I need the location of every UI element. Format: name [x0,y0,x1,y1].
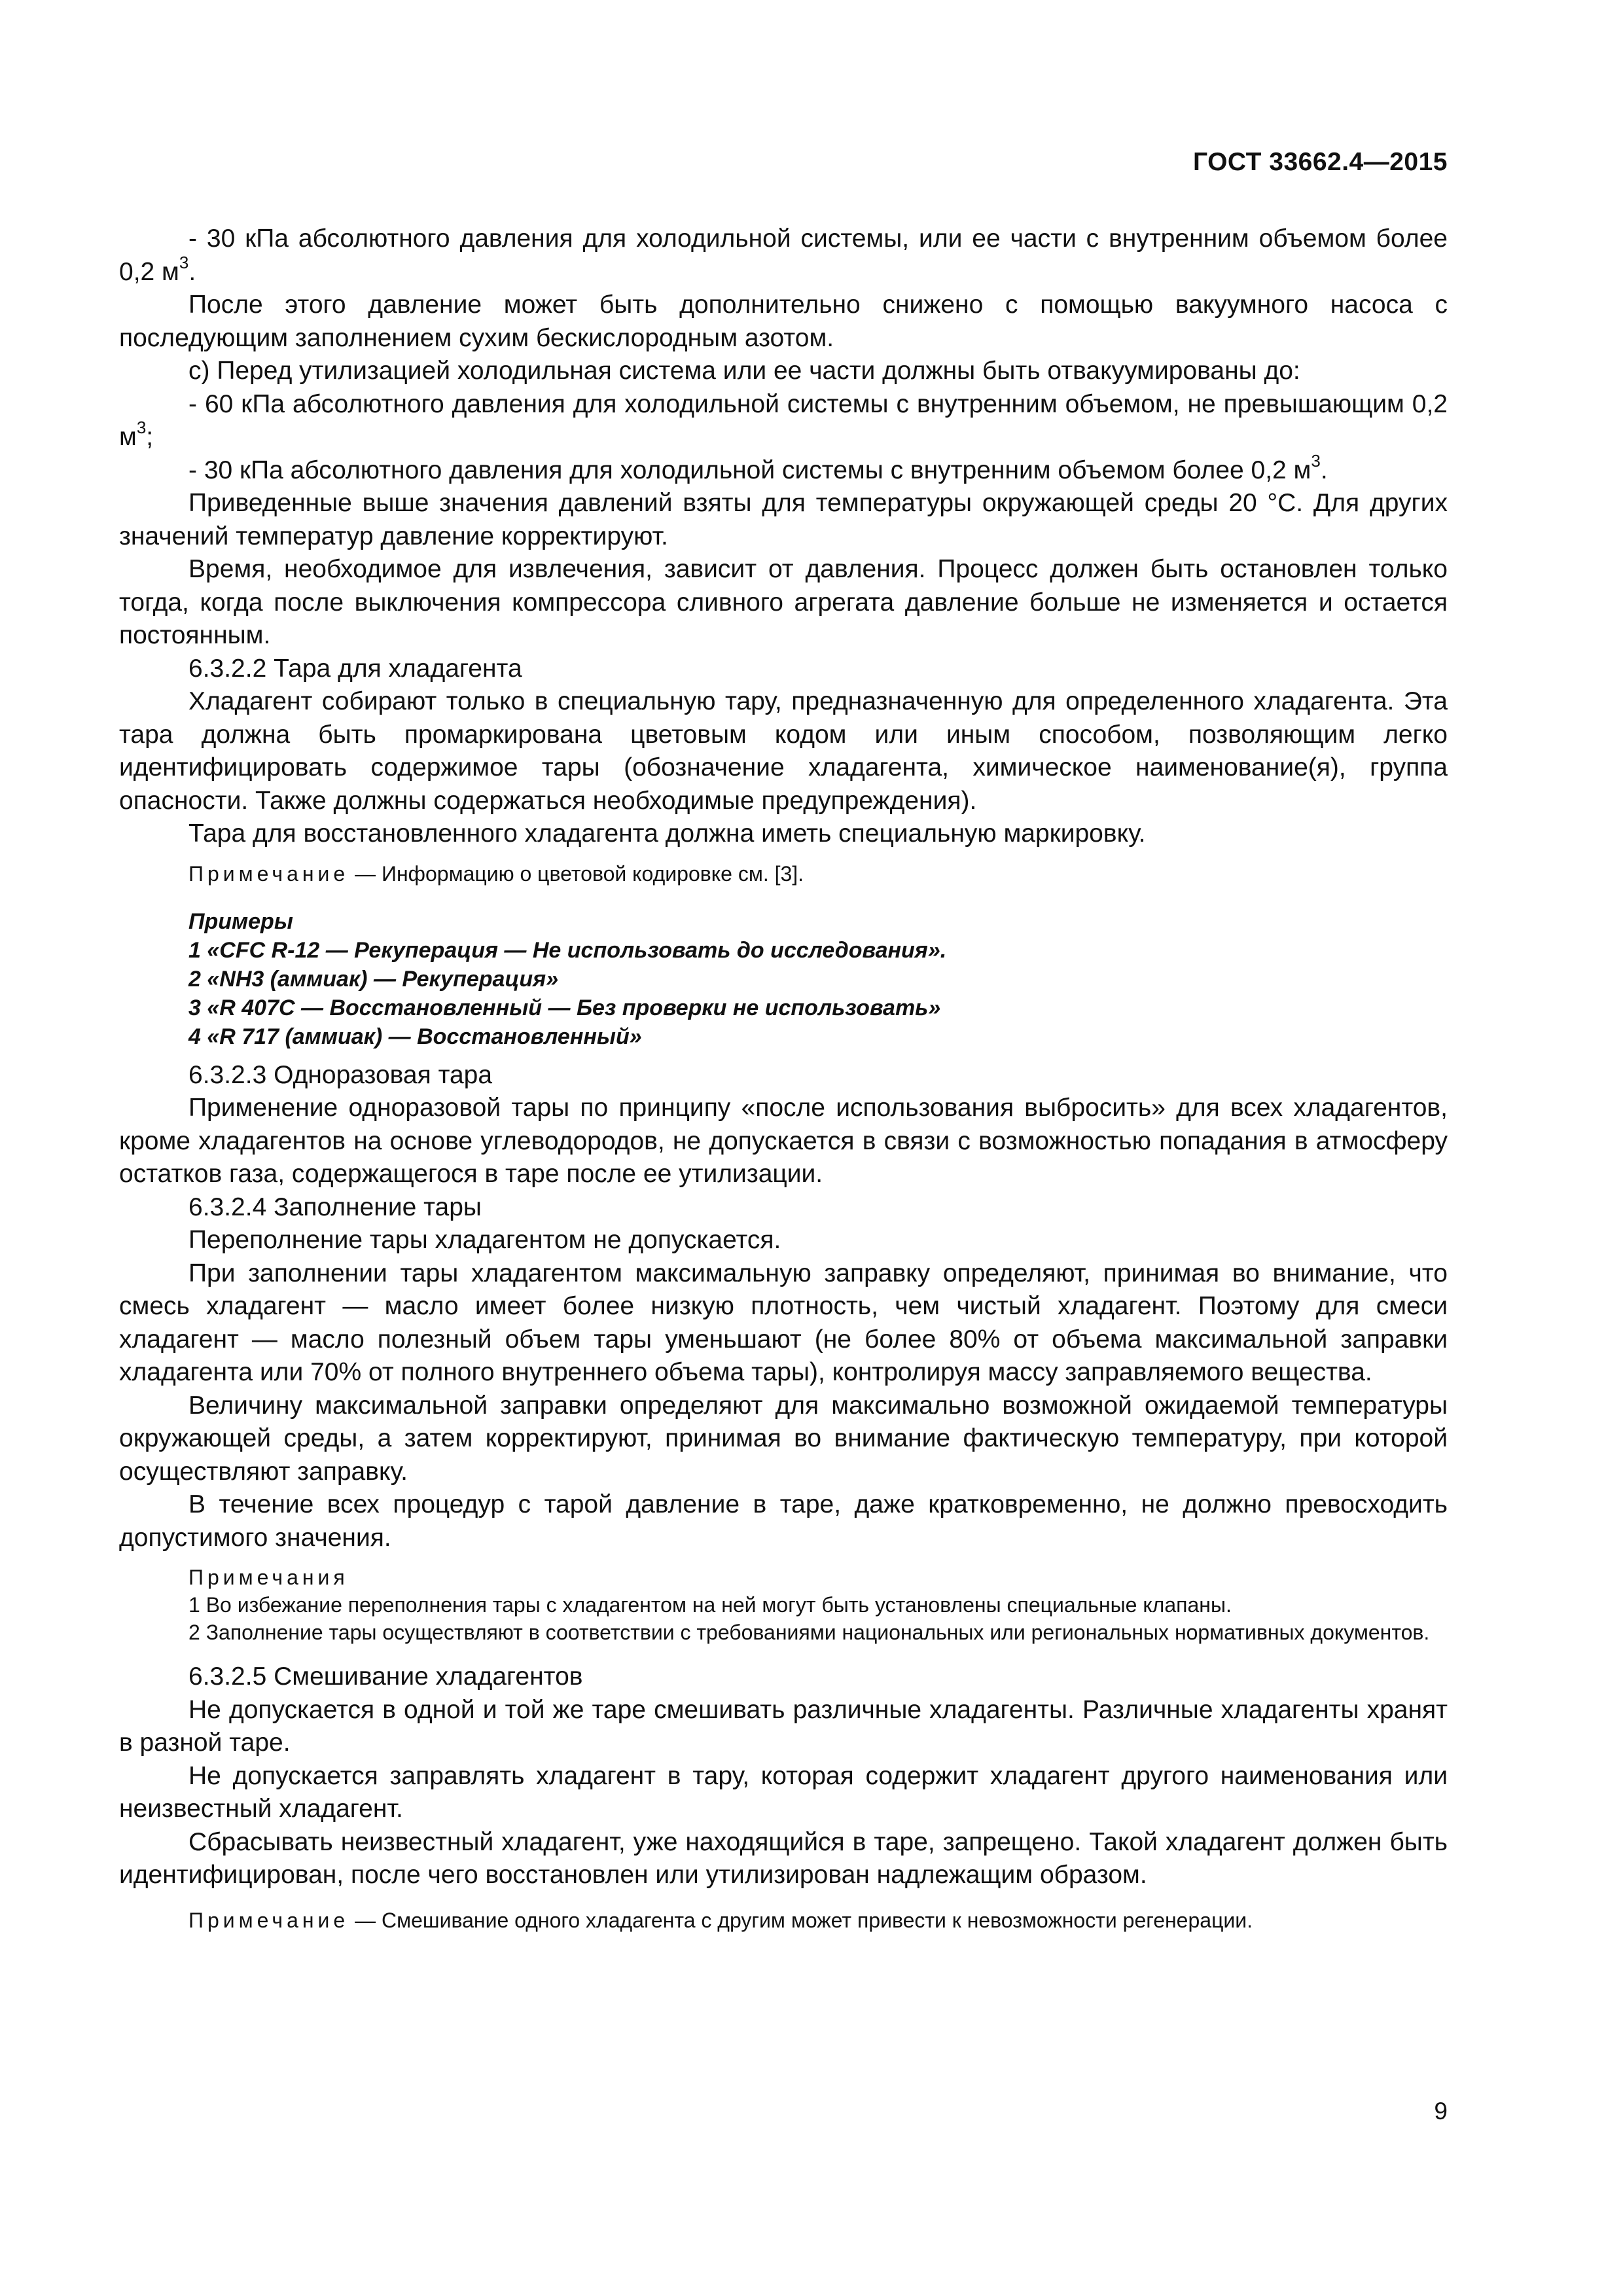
example-item: 2 «NH3 (аммиак) — Рекуперация» [188,966,559,992]
notes-block [119,1564,1448,1646]
paragraph: После этого давление может быть дополнительно снижено с помощью вакуумного насоса с последующим заполнением сухим бескислородным азотом. [119,291,1448,352]
examples-title: Примеры [188,908,293,934]
section-heading: 6.3.2.3 Одноразовая тара [188,1060,493,1089]
note-text: — Информацию о цветовой кодировке см. [3]. [349,861,804,886]
paragraph: Переполнение тары хладагентом не допускается. [188,1226,781,1254]
paragraph: - 60 кПа абсолютного давления для холодильной системы с внутренним объемом, не превышающим 0,2 $м^3$; [119,389,1448,451]
note-item: 1 Во избежание переполнения тары с хладагентом на ней могут быть установлены специальные клапаны. [188,1593,1232,1617]
document-standard-id: ГОСТ 33662.4—2015 [1192,148,1448,176]
paragraph: Применение одноразовой тары по принципу «после использования выбросить» для всех хладагентов, кроме хладагентов на основе углеводородов, не допускается в связи с возможностью попадания в атмосферу остатков газа, содержащегося в таре после ее утилизации. [119,1094,1448,1188]
section-heading: 6.3.2.4 Заполнение тары [188,1193,482,1221]
notes-label: Примечания [188,1566,349,1589]
note-label: Примечание [188,1908,349,1932]
paragraph: Не допускается в одной и той же таре смешивать различные хладагенты. Различные хладагенты хранят в разной таре. [119,1695,1448,1757]
document-body [119,223,1448,1943]
paragraph: Величину максимальной заправки определяют для максимально возможной ожидаемой температуры окружающей среды, а затем корректируют, принимая во внимание фактическую температуру, при которой осуществляют заправку. [119,1391,1448,1486]
note [119,1907,1448,1934]
note [119,860,1448,888]
example-item: 4 «R 717 (аммиак) — Восстановленный» [188,1024,642,1049]
example-item: 3 «R 407C — Восстановленный — Без проверки не использовать» [188,995,941,1020]
paragraph: Время, необходимое для извлечения, зависит от давления. Процесс должен быть остановлен только тогда, когда после выключения компрессора сливного агрегата давление больше не изменяется и остается постоянным. [119,555,1448,649]
paragraph: При заполнении тары хладагентом максимальную заправку определяют, принимая во внимание, что смесь хладагент — масло имеет более низкую плотность, чем чистый хладагент. Поэтому для смеси хладагент — масло полезный объем тары уменьшают (не более 80% от объема максимальной заправки хладагента или 70% от полного внутреннего объема тары), контролируя массу заправляемого вещества. [119,1259,1448,1386]
paragraph: - 30 кПа абсолютного давления для холодильной системы, или ее части с внутренним объемом более 0,2 $м^3$. [119,224,1448,286]
section-heading: 6.3.2.5 Смешивание хладагентов [188,1662,583,1691]
note-text: — Смешивание одного хладагента с другим может привести к невозможности регенерации. [349,1908,1253,1932]
paragraph: Сбрасывать неизвестный хладагент, уже находящийся в таре, запрещено. Такой хладагент должен быть идентифицирован, после чего восстановлен или утилизирован надлежащим образом. [119,1827,1448,1889]
note-item: 2 Заполнение тары осуществляют в соответствии с требованиями национальных или региональных нормативных документов. [188,1621,1430,1644]
paragraph: Не допускается заправлять хладагент в тару, которая содержит хладагент другого наименования или неизвестный хладагент. [119,1761,1448,1823]
examples-block [119,907,1448,1051]
paragraph: В течение всех процедур с тарой давление в таре, даже кратковременно, не должно превосходить допустимого значения. [119,1490,1448,1552]
page-number: 9 [1434,2098,1448,2125]
paragraph: Приведенные выше значения давлений взяты для температуры окружающей среды 20 °С. Для других значений температур давление корректируют. [119,489,1448,550]
example-item: 1 «CFC R-12 — Рекуперация — Не использовать до исследования». [188,937,947,963]
paragraph: Хладагент собирают только в специальную тару, предназначенную для определенного хладагента. Эта тара должна быть промаркирована цветовым кодом или иным способом, позволяющим легко идентифицировать содержимое тары (обозначение хладагента, химическое наименование(я), группа опасности. Также должны содержаться необходимые предупреждения). [119,687,1448,815]
section-heading: 6.3.2.2 Тара для хладагента [188,654,522,683]
paragraph: Тара для восстановленного хладагента должна иметь специальную маркировку. [188,819,1146,848]
paragraph: - 30 кПа абсолютного давления для холодильной системы с внутренним объемом более 0,2 $м^3$. [188,450,1328,484]
note-label: Примечание [188,861,349,886]
paragraph: с) Перед утилизацией холодильная система или ее части должны быть отвакуумированы до: [188,357,1300,385]
